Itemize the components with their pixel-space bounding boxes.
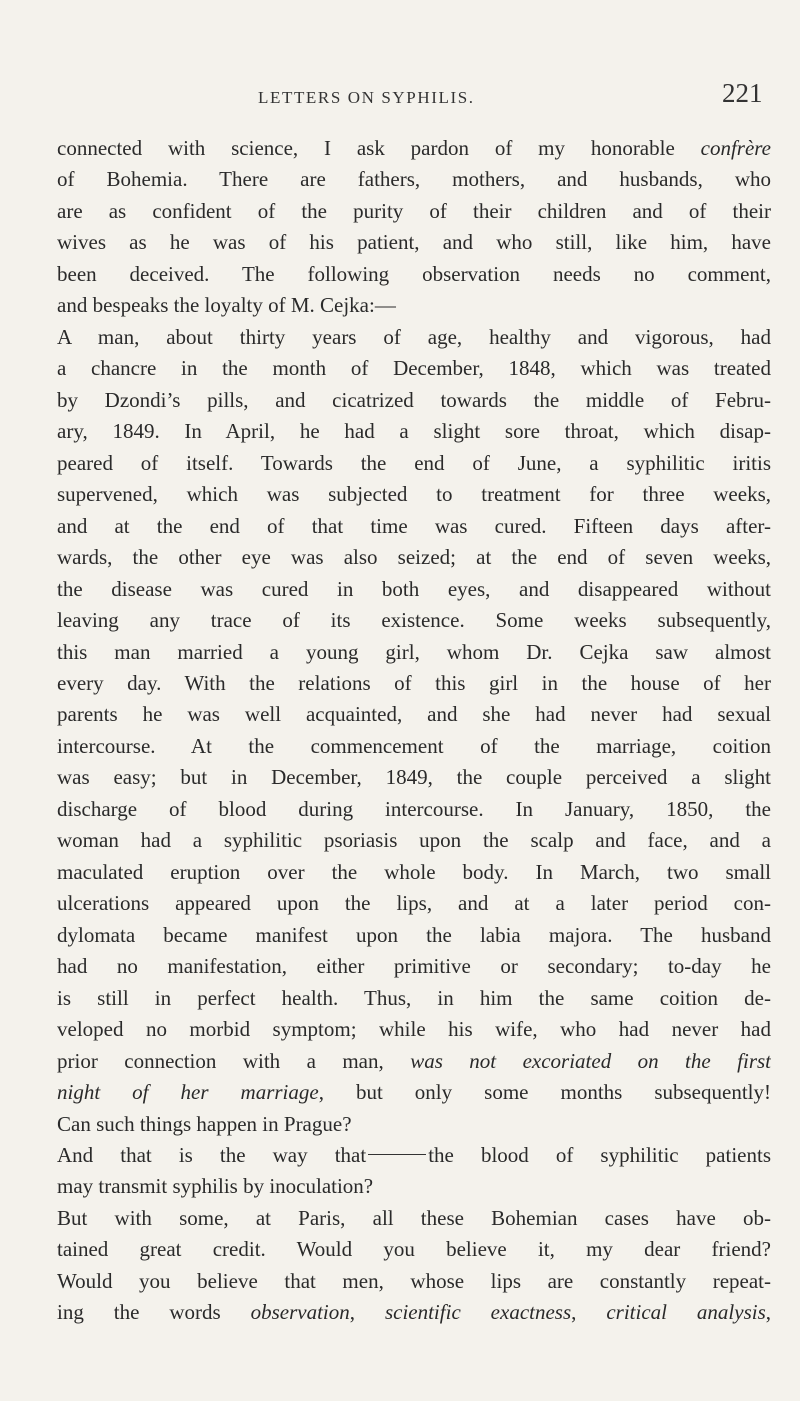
text-line: by Dzondi’s pills, and cicatrized towards the middle of Febru-: [57, 387, 771, 412]
body-text: [57, 133, 771, 1329]
text-line: wives as he was of his patient, and who still, like him, have: [57, 230, 771, 255]
text-line: night of her marriage, but only some months subsequently!: [57, 1080, 771, 1105]
text-line: tained great credit. Would you believe it, my dear friend?: [57, 1237, 771, 1262]
text-line: been deceived. The following observation needs no comment,: [57, 261, 771, 286]
text-line: and at the end of that time was cured. Fifteen days after-: [57, 513, 771, 538]
text-line: discharge of blood during intercourse. In January, 1850, the: [57, 796, 771, 821]
text-line: A man, about thirty years of age, healthy and vigorous, had: [57, 324, 771, 349]
em-dash-rule: [368, 1154, 426, 1155]
text-line: and bespeaks the loyalty of M. Cejka:—: [57, 293, 396, 318]
text-line: connected with science, I ask pardon of my honorable confrère: [57, 136, 771, 160]
text-line: And that is the way that the blood of syphilitic patients: [57, 1143, 771, 1167]
text-line: leaving any trace of its existence. Some weeks subsequently,: [57, 608, 771, 633]
page-number: 221: [722, 78, 763, 108]
text-line: ary, 1849. In April, he had a slight sore throat, which disap-: [57, 419, 771, 444]
text-line: But with some, at Paris, all these Bohemian cases have ob-: [57, 1205, 771, 1230]
text-line: dylomata became manifest upon the labia majora. The husband: [57, 922, 771, 947]
text-line: veloped no morbid symptom; while his wife, who had never had: [57, 1017, 771, 1042]
text-line: was easy; but in December, 1849, the couple perceived a slight: [57, 765, 771, 790]
text-line: are as confident of the purity of their children and of their: [57, 198, 771, 223]
text-line: ing the words observation, scientific exactness, critical analysis,: [57, 1300, 771, 1325]
text-line: this man married a young girl, whom Dr. Cejka saw almost: [57, 639, 771, 664]
text-line: parents he was well acquainted, and she had never had sexual: [57, 702, 771, 727]
text-line: wards, the other eye was also seized; at the end of seven weeks,: [57, 545, 771, 570]
text-line: every day. With the relations of this girl in the house of her: [57, 670, 771, 695]
text-line: peared of itself. Towards the end of June, a syphilitic iritis: [57, 450, 771, 475]
text-line: Can such things happen in Prague?: [57, 1111, 352, 1136]
text-line: supervened, which was subjected to treatment for three weeks,: [57, 482, 771, 507]
text-line: is still in perfect health. Thus, in him the same coition de-: [57, 985, 771, 1010]
text-line: the disease was cured in both eyes, and disappeared without: [57, 576, 771, 601]
text-line: ulcerations appeared upon the lips, and at a later period con-: [57, 891, 771, 916]
text-line: woman had a syphilitic psoriasis upon the scalp and face, and a: [57, 828, 771, 853]
text-line: intercourse. At the commencement of the marriage, coition: [57, 733, 771, 758]
running-title: LETTERS ON SYPHILIS.: [258, 88, 475, 107]
text-line: of Bohemia. There are fathers, mothers, and husbands, who: [57, 167, 771, 192]
text-line: may transmit syphilis by inoculation?: [57, 1174, 374, 1199]
text-line: maculated eruption over the whole body. In March, two small: [57, 859, 771, 884]
text-line: a chancre in the month of December, 1848, which was treated: [57, 356, 771, 381]
text-line: prior connection with a man, was not excoriated on the first: [57, 1048, 771, 1073]
text-line: had no manifestation, either primitive or secondary; to-day he: [57, 954, 771, 979]
text-line: Would you believe that men, whose lips are constantly repeat-: [57, 1268, 771, 1293]
